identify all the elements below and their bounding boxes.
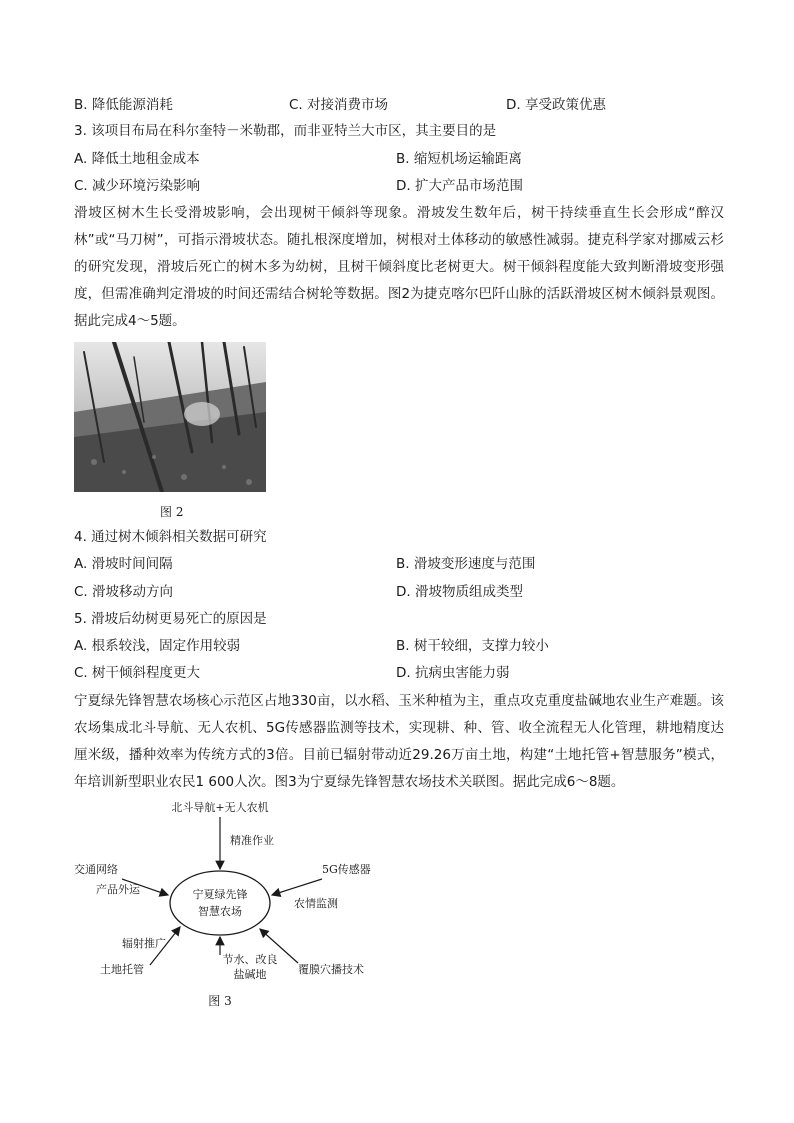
q2-option-b: B. 降低能源消耗 — [74, 97, 173, 113]
left-source-label: 交通网络 — [74, 863, 118, 876]
farm-technology-diagram — [60, 795, 390, 1010]
q5-stem: 5. 滑坡后幼树更易死亡的原因是 — [74, 611, 267, 627]
landslide-passage: 滑坡区树木生长受滑坡影响，会出现树干倾斜等现象。滑坡发生数年后，树干持续垂直生长会形成“醉汉林”或“马刀树”，可指示滑坡状态。随扎根深度增加，树根对土体移动的敏感性减弱。捷克科学家对挪威云杉的研究发现，滑坡后死亡的树木多为幼树，且树干倾斜度比老树更大。树干倾斜程度能大致判断滑坡变形强度，但需准确判定滑坡的时间还需结合树轮等数据。图2为捷克喀尔巴阡山脉的活跃滑坡区树木倾斜景观图。据此完成4～5题。 — [74, 205, 724, 329]
landslide-tree-photo — [74, 342, 266, 492]
top-source-label: 北斗导航+无人农机 — [171, 801, 269, 814]
q2-option-c: C. 对接消费市场 — [289, 97, 389, 113]
q4-stem: 4. 通过树木倾斜相关数据可研究 — [74, 529, 267, 545]
q4-option-d: D. 滑坡物质组成类型 — [396, 584, 523, 600]
q5-option-b: B. 树干较细，支撑力较小 — [396, 638, 549, 654]
q2-option-d: D. 享受政策优惠 — [506, 97, 606, 113]
q3-option-d: D. 扩大产品市场范围 — [396, 178, 523, 194]
figure2-caption: 图 2 — [160, 505, 184, 519]
right-source-label: 5G传感器 — [322, 863, 371, 876]
bottom-label-1: 节水、改良 — [222, 953, 278, 966]
figure3-caption: 图 3 — [208, 994, 232, 1008]
right-arrow-label: 农情监测 — [294, 897, 338, 910]
q3-option-b: B. 缩短机场运输距离 — [396, 151, 522, 167]
q4-option-c: C. 滑坡移动方向 — [74, 584, 174, 600]
top-arrow-label: 精准作业 — [230, 834, 274, 847]
farm-passage: 宁夏绿先锋智慧农场核心示范区占地330亩，以水稻、玉米种植为主，重点攻克重度盐碱地农业生产难题。该农场集成北斗导航、无人农机、5G传感器监测等技术，实现耕、种、管、收全流程无人化管理，耕地精度达厘米级，播种效率为传统方式的3倍。目前已辐射带动近29.26万亩土地，构建“土地托管+智慧服务”模式，年培训新型职业农民1 600人次。图3为宁夏绿先锋智慧农场技术关联图。据此完成6～8题。 — [74, 693, 724, 790]
center-label-1: 宁夏绿先锋 — [192, 888, 248, 901]
lowerright-source-label: 覆膜穴播技术 — [298, 963, 364, 976]
left-arrow-label: 产品外运 — [96, 883, 140, 896]
q3-option-a: A. 降低土地租金成本 — [74, 151, 200, 167]
lowerleft-arrow-label: 辐射推广 — [122, 937, 166, 950]
q5-option-d: D. 抗病虫害能力弱 — [396, 665, 510, 681]
q5-option-c: C. 树干倾斜程度更大 — [74, 665, 201, 681]
q3-stem: 3. 该项目布局在科尔奎特－米勒郡，而非亚特兰大市区，其主要目的是 — [74, 123, 497, 139]
q3-option-c: C. 减少环境污染影响 — [74, 178, 201, 194]
lowerleft-source-label: 土地托管 — [100, 963, 144, 976]
bottom-label-2: 盐碱地 — [233, 968, 267, 981]
q5-option-a: A. 根系较浅，固定作用较弱 — [74, 638, 241, 654]
center-label-2: 智慧农场 — [198, 905, 242, 918]
right-arrow — [272, 879, 322, 895]
center-ellipse — [170, 871, 270, 935]
q4-option-b: B. 滑坡变形速度与范围 — [396, 556, 536, 572]
q4-option-a: A. 滑坡时间间隔 — [74, 556, 173, 572]
